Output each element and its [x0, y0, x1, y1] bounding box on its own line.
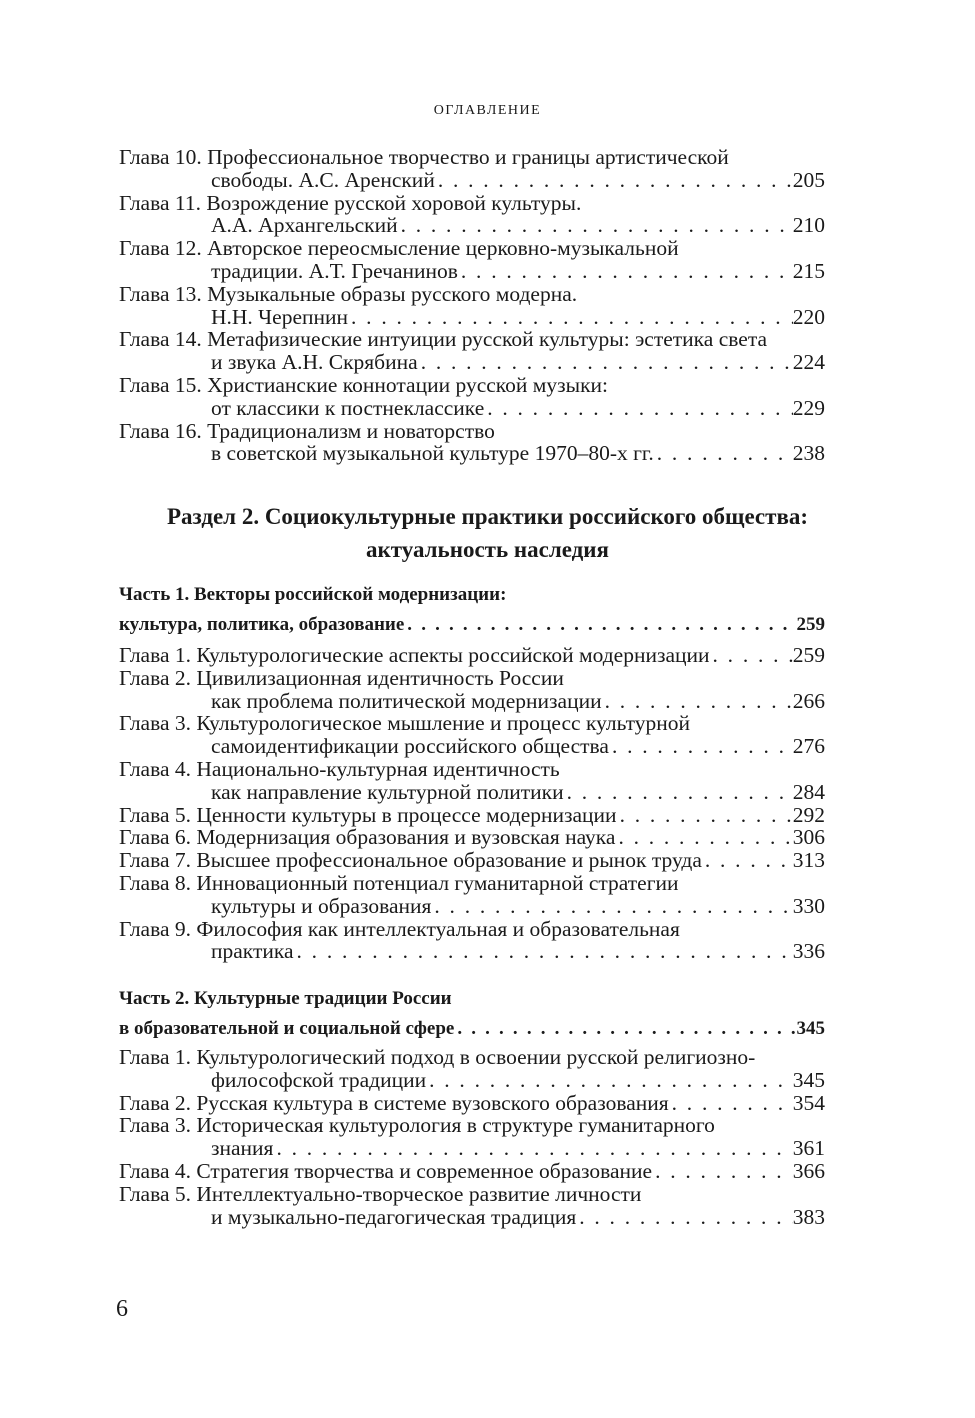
toc-entry-title-cont: традиции. А.Т. Гречанинов — [211, 258, 458, 283]
toc-entry — [119, 758, 825, 804]
toc-page-number: 292 — [792, 802, 825, 827]
toc-entry — [119, 1092, 825, 1115]
toc-entry-title-cont: культуры и образования — [211, 893, 432, 918]
toc-page-number: 306 — [792, 825, 825, 850]
toc-entry — [119, 1183, 825, 1229]
toc-entry — [119, 237, 825, 283]
toc-page-number: 354 — [792, 1090, 825, 1115]
toc-entry — [119, 374, 825, 420]
toc-entry — [119, 804, 825, 827]
toc-page-number: 220 — [792, 304, 825, 329]
toc-entry — [119, 1114, 825, 1160]
toc-entry-title: Глава 1. Культурологический подход в освоении русской религиозно- — [119, 1045, 756, 1069]
toc-entry-title-cont: как проблема политической модернизации — [211, 688, 602, 713]
toc-page-number: 266 — [792, 688, 825, 713]
dot-leader — [273, 1137, 792, 1160]
part-page-number: 259 — [796, 614, 825, 635]
toc-entry-title: Глава 5. Интеллектуально-творческое развитие личности — [119, 1181, 642, 1206]
toc-entry — [119, 644, 825, 667]
dot-leader — [404, 610, 796, 640]
toc-entry — [119, 192, 825, 238]
toc-page-number: 224 — [792, 350, 825, 375]
toc-page-number: 366 — [792, 1158, 825, 1183]
toc-entry-title: Глава 3. Историческая культурология в структуре гуманитарного — [119, 1113, 715, 1138]
dot-leader — [576, 1206, 793, 1229]
dot-leader — [398, 214, 793, 237]
toc-entry — [119, 712, 825, 758]
toc-entry — [119, 1160, 825, 1183]
part-heading — [119, 984, 825, 1044]
dot-leader — [702, 849, 793, 872]
toc-entry — [119, 1046, 825, 1092]
part-title: Часть 2. Культурные традиции России — [119, 988, 452, 1009]
toc-entry-title-cont: от классики к постнеклассике — [211, 395, 485, 420]
toc-entry-title-cont: и звука А.Н. Скрябина — [211, 350, 418, 375]
running-title: ОГЛАВЛЕНИЕ — [433, 103, 542, 118]
dot-leader — [418, 351, 793, 374]
toc-entry-title: Глава 10. Профессиональное творчество и границы артистической — [119, 145, 729, 169]
toc-entry-title: Глава 15. Христианские коннотации русской музыки: — [119, 372, 608, 397]
toc-page-number: 210 — [792, 213, 825, 238]
part-heading — [119, 580, 825, 640]
toc-entry — [119, 146, 825, 192]
dot-leader — [348, 306, 793, 329]
toc-entry-title-cont: А.А. Архангельский — [211, 213, 398, 238]
toc-entry-title: Глава 7. Высшее профессиональное образование и рынок труда — [119, 848, 702, 873]
toc-entry-title: Глава 6. Модернизация образования и вузовская наука — [119, 825, 616, 850]
toc-entry-title: Глава 12. Авторское переосмысление церковно-музыкальной — [119, 236, 679, 261]
dot-leader — [609, 735, 793, 758]
dot-leader — [652, 1160, 793, 1183]
dot-leader — [426, 1069, 793, 1092]
toc-entry-title-cont: и музыкально-педагогическая традиция — [211, 1204, 577, 1229]
part1-chapters — [119, 644, 825, 963]
toc-entry — [119, 328, 825, 374]
toc-page-number: 276 — [792, 734, 825, 759]
toc-page-number: 336 — [792, 939, 825, 964]
toc-entry — [119, 667, 825, 713]
toc-entry-title: Глава 2. Цивилизационная идентичность России — [119, 665, 564, 690]
toc-entry-title-cont: самоидентификации российского общества — [211, 734, 609, 759]
toc-entry-title: Глава 1. Культурологические аспекты российской модернизации — [119, 643, 710, 667]
dot-leader — [435, 169, 793, 192]
dot-leader — [564, 781, 793, 804]
toc-entry — [119, 849, 825, 872]
section-title-line: Раздел 2. Социокультурные практики российского общества: — [166, 504, 809, 529]
toc-entry-title: Глава 16. Традиционализм и новаторство — [119, 418, 495, 443]
section-title — [0, 500, 975, 566]
dot-leader — [654, 442, 793, 465]
dot-leader — [617, 804, 793, 827]
toc-entry-title: Глава 4. Стратегия творчества и современное образование — [119, 1158, 653, 1183]
toc-page-number: 259 — [792, 643, 825, 667]
dot-leader — [484, 397, 793, 420]
toc-page-number: 229 — [792, 395, 825, 420]
dot-leader — [615, 826, 792, 849]
toc-entry-title-cont: знания — [211, 1136, 274, 1161]
toc-page-number: 313 — [792, 848, 825, 873]
toc-entry-title: Глава 3. Культурологическое мышление и процесс культурной — [119, 711, 690, 736]
toc-entry-title-cont: практика — [211, 939, 294, 964]
toc-page-number: 330 — [792, 893, 825, 918]
dot-leader — [458, 260, 793, 283]
toc-entry-title-cont: философской традиции — [211, 1067, 427, 1092]
toc-entry-title: Глава 5. Ценности культуры в процессе модернизации — [119, 802, 617, 827]
toc-entry-title-cont: Н.Н. Черепнин — [211, 304, 349, 329]
toc-entry-title-cont: как направление культурной политики — [211, 779, 564, 804]
toc-top-block — [119, 146, 825, 465]
toc-entry — [119, 826, 825, 849]
toc-entry-title: Глава 2. Русская культура в системе вузовского образования — [119, 1090, 669, 1115]
toc-entry-title: Глава 11. Возрождение русской хоровой культуры. — [119, 190, 582, 215]
toc-page-number: 238 — [792, 441, 825, 466]
dot-leader — [669, 1092, 793, 1115]
toc-page-number: 361 — [792, 1136, 825, 1161]
toc-page-number: 383 — [792, 1204, 825, 1229]
part2-chapters — [119, 1046, 825, 1228]
section-title-line: актуальность наследия — [366, 537, 609, 562]
toc-entry-title-cont: в советской музыкальной культуре 1970–80-х гг. — [211, 441, 654, 466]
toc-entry-title: Глава 14. Метафизические интуиции русской культуры: эстетика света — [119, 327, 768, 352]
toc-entry — [119, 918, 825, 964]
toc-entry-title: Глава 8. Инновационный потенциал гуманитарной стратегии — [119, 870, 679, 895]
toc-entry-title: Глава 9. Философия как интеллектуальная и образовательная — [119, 916, 680, 941]
dot-leader — [294, 940, 793, 963]
toc-entry-title: Глава 4. Национально-культурная идентичность — [119, 756, 560, 781]
toc-entry-title-cont: свободы. А.С. Аренский — [211, 167, 435, 192]
dot-leader — [454, 1014, 796, 1044]
dot-leader — [710, 644, 793, 667]
dot-leader — [431, 895, 792, 918]
dot-leader — [602, 690, 793, 713]
part-title: Часть 1. Векторы российской модернизации: — [119, 584, 507, 605]
toc-page-number: 345 — [792, 1067, 825, 1092]
toc-entry — [119, 283, 825, 329]
part-title-cont: культура, политика, образование — [119, 614, 405, 635]
toc-page-number: 215 — [792, 258, 825, 283]
part-page-number: 345 — [796, 1018, 825, 1039]
part-title-cont: в образовательной и социальной сфере — [119, 1018, 455, 1039]
toc-entry-title: Глава 13. Музыкальные образы русского модерна. — [119, 281, 578, 306]
toc-entry — [119, 872, 825, 918]
page-number: 6 — [116, 1296, 128, 1322]
toc-page-number: 205 — [792, 167, 825, 192]
toc-page-number: 284 — [792, 779, 825, 804]
toc-entry — [119, 420, 825, 466]
